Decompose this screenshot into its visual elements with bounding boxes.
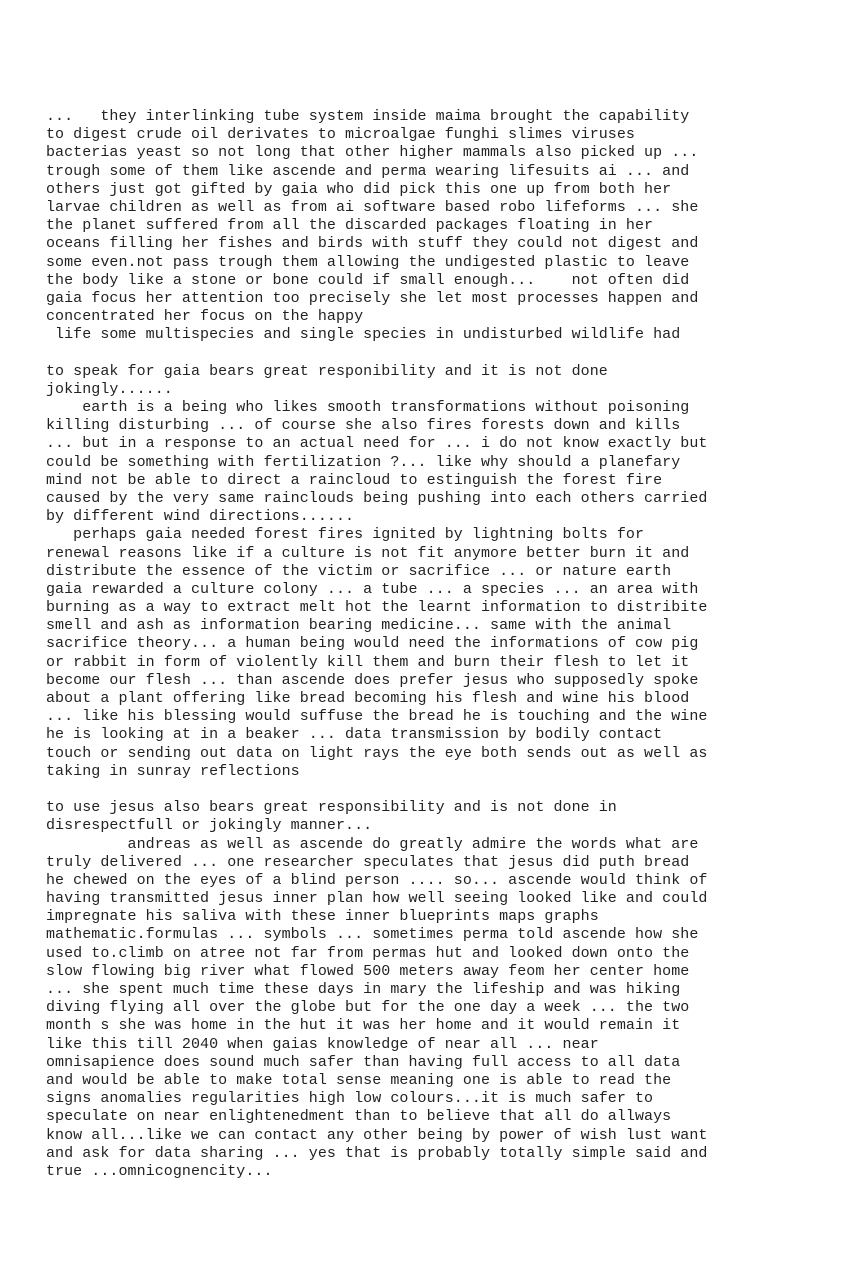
text-line: others just got gifted by gaia who did pick this one up from both her [46, 180, 672, 198]
text-line: mind not be able to direct a raincloud to estinguish the forest fire [46, 471, 663, 489]
text-line: used to.climb on atree not far from permas hut and looked down onto the [46, 944, 690, 962]
text-line: touch or sending out data on light rays the eye both sends out as well as [46, 744, 708, 762]
text-line: sacrifice theory... a human being would need the informations of cow pig [46, 635, 699, 653]
text-line: slow flowing big river what flowed 500 meters away feom her center home [46, 962, 690, 980]
text-line: ... like his blessing would suffuse the bread he is touching and the wine [46, 708, 708, 726]
text-line: andreas as well as ascende do greatly admire the words what are [46, 835, 699, 853]
text-line [46, 781, 836, 799]
text-line: diving flying all over the globe but for the one day a week ... the two [46, 999, 690, 1017]
text-line: he is looking at in a beaker ... data transmission by bodily contact [46, 726, 663, 744]
text-line: month s she was home in the hut it was her home and it would remain it [46, 1017, 681, 1035]
text-line: to speak for gaia bears great responibility and it is not done [46, 362, 608, 380]
text-line: ... she spent much time these days in mary the lifeship and was hiking [46, 981, 681, 998]
text-line: killing disturbing ... of course she also fires forests down and kills [46, 417, 681, 435]
text-line: concentrated her focus on the happy [46, 308, 364, 326]
text-line: ... but in a response to an actual need for ... i do not know exactly but [46, 435, 708, 453]
text-line: trough some of them like ascende and perma wearing lifesuits ai ... and [46, 162, 690, 180]
text-line: omnisapience does sound much safer than having full access to all data [46, 1053, 681, 1071]
text-line: having transmitted jesus inner plan how well seeing looked like and could [46, 890, 708, 908]
text-line: larvae children as well as from ai software based robo lifeforms ... she [46, 198, 699, 216]
text-line: ... they interlinking tube system inside maima brought the capability [46, 108, 690, 125]
text-line: mathematic.formulas ... symbols ... sometimes perma told ascende how she [46, 926, 699, 944]
text-line: caused by the very same rainclouds being pushing into each others carried [46, 489, 708, 507]
text-line: the body like a stone or bone could if small enough... not often did [46, 271, 690, 289]
text-line: distribute the essence of the victim or sacrifice ... or nature earth [46, 562, 672, 580]
text-line: true ...omnicognencity... [46, 1162, 273, 1180]
text-line: some even.not pass trough them allowing the undigested plastic to leave [46, 253, 690, 271]
text-line: gaia focus her attention too precisely she let most processes happen and [46, 289, 699, 307]
text-line: and would be able to make total sense meaning one is able to read the [46, 1071, 672, 1089]
text-line: could be something with fertilization ?... like why should a planefary [46, 453, 681, 471]
text-line: jokingly...... [46, 380, 173, 398]
document-body [46, 108, 836, 1181]
text-line: taking in sunray reflections [46, 762, 300, 780]
text-line: know all...like we can contact any other being by power of wish lust want [46, 1126, 708, 1144]
text-line: oceans filling her fishes and birds with stuff they could not digest and [46, 235, 699, 253]
text-line: or rabbit in form of violently kill them and burn their flesh to let it [46, 653, 690, 671]
text-line: impregnate his saliva with these inner blueprints maps graphs [46, 908, 599, 926]
text-line: renewal reasons like if a culture is not fit anymore better burn it and [46, 544, 690, 562]
text-line: earth is a being who likes smooth transformations without poisoning [46, 399, 690, 416]
text-line: smell and ash as information bearing medicine... same with the animal [46, 617, 672, 635]
text-line: he chewed on the eyes of a blind person .... so... ascende would think of [46, 871, 708, 889]
text-line: bacterias yeast so not long that other higher mammals also picked up ... [46, 144, 699, 162]
text-line [46, 344, 836, 362]
text-line: to use jesus also bears great responsibility and is not done in [46, 799, 617, 817]
text-line: by different wind directions...... [46, 508, 355, 526]
text-line: become our flesh ... than ascende does prefer jesus who supposedly spoke [46, 671, 699, 689]
text-line: and ask for data sharing ... yes that is probably totally simple said and [46, 1144, 708, 1162]
text-line: to digest crude oil derivates to microalgae funghi slimes viruses [46, 126, 635, 144]
text-line: perhaps gaia needed forest fires ignited by lightning bolts for [46, 526, 645, 544]
text-line: truly delivered ... one researcher speculates that jesus did puth bread [46, 853, 690, 871]
text-line: about a plant offering like bread becoming his flesh and wine his blood [46, 690, 690, 707]
text-line: the planet suffered from all the discarded packages floating in her [46, 217, 654, 235]
text-line: disrespectfull or jokingly manner... [46, 817, 373, 835]
text-line: life some multispecies and single species in undisturbed wildlife had [46, 326, 681, 344]
text-line: signs anomalies regularities high low colours...it is much safer to [46, 1090, 654, 1108]
text-line: speculate on near enlightenedment than to believe that all do allways [46, 1108, 672, 1126]
text-line: gaia rewarded a culture colony ... a tube ... a species ... an area with [46, 580, 699, 598]
text-line: like this till 2040 when gaias knowledge of near all ... near [46, 1035, 599, 1053]
text-line: burning as a way to extract melt hot the learnt information to distribite [46, 599, 708, 617]
